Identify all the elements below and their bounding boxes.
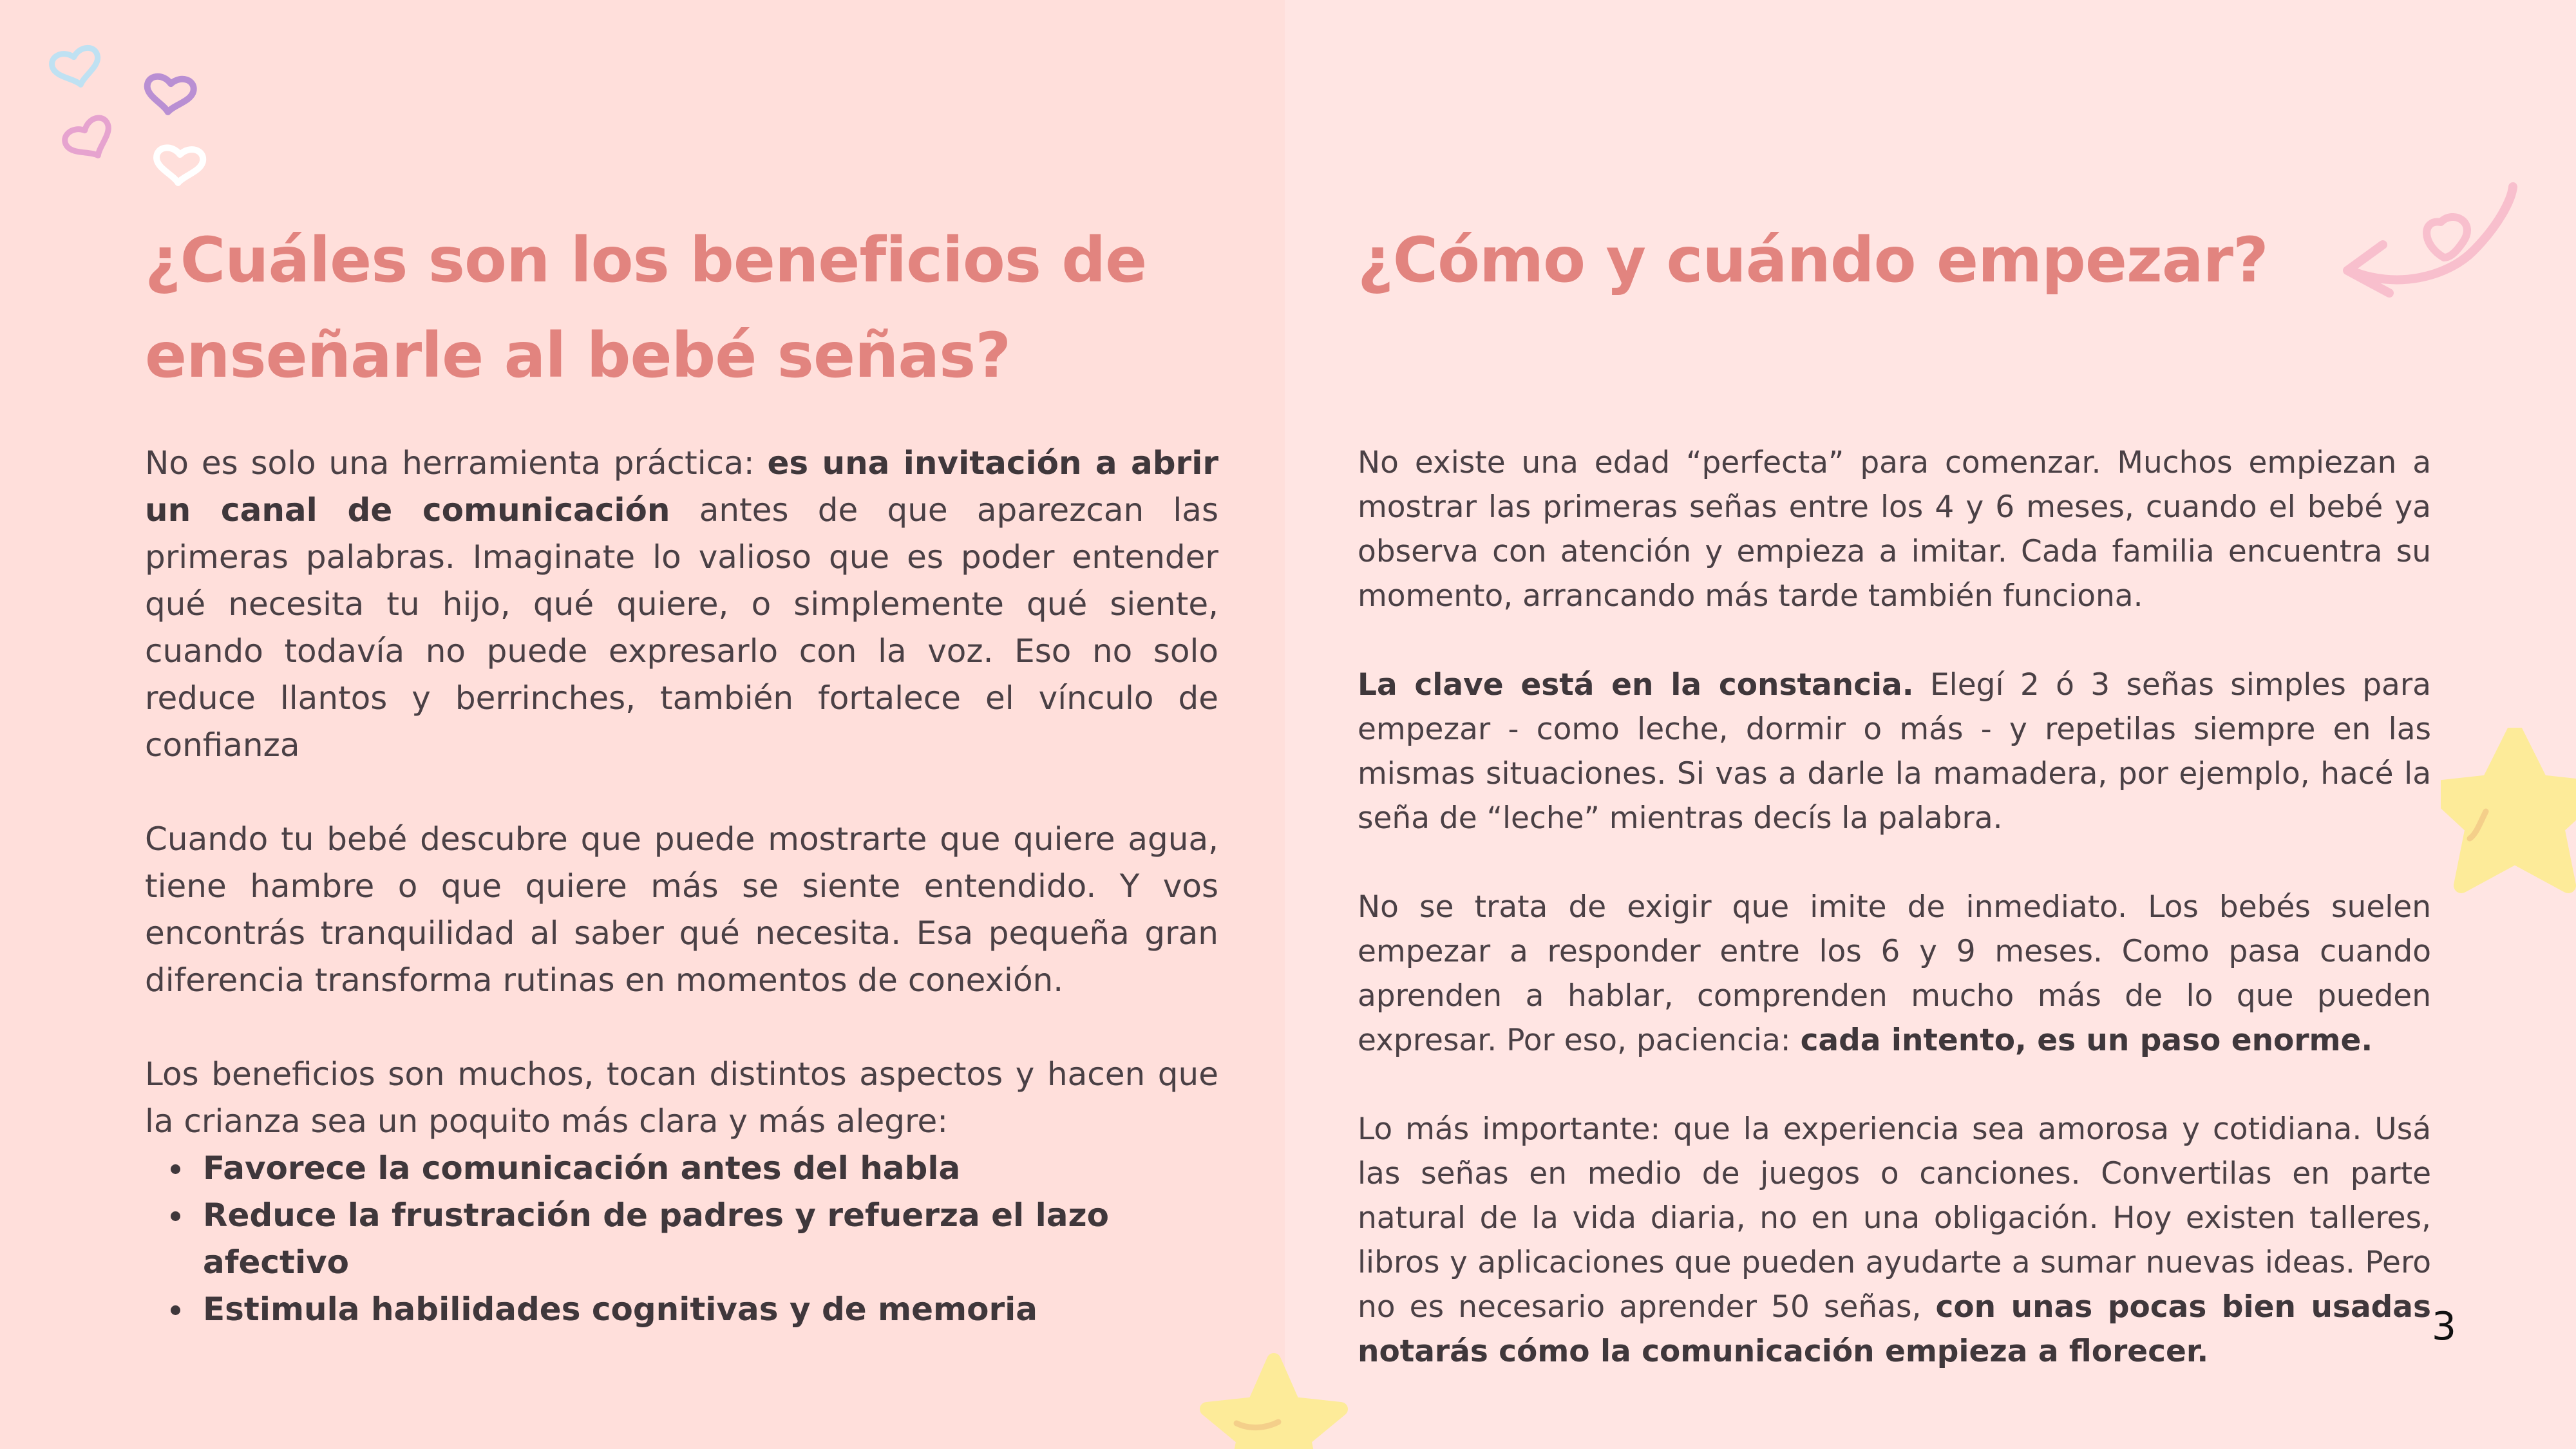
star-icon xyxy=(2441,728,2576,902)
right-p2-text: Elegí 2 ó 3 señas simples para empezar - como leche, dormir o más - y repetilas siempre en las mismas situaciones. Si vas a darle la mamadera, por ejemplo, hacé la seña de “leche” mientras decís la palabra. xyxy=(1358,667,2431,836)
benefits-list xyxy=(145,1145,1218,1333)
heart-swirl-arrow-icon xyxy=(2338,174,2531,316)
page-number: 3 xyxy=(2431,1304,2457,1349)
heart-icon xyxy=(155,147,204,184)
left-p1-bold: es una invitación a abrir un canal de comunicación xyxy=(145,444,1218,529)
right-heading: ¿Cómo y cuándo empezar? xyxy=(1358,224,2268,296)
right-p3-bold: cada intento, es un paso enorme. xyxy=(1800,1023,2373,1058)
left-paragraph-3: Los beneficios son muchos, tocan distintos aspectos y hacen que la crianza sea un poquito más clara y más alegre: xyxy=(145,1056,1218,1140)
right-paragraph-3 xyxy=(1358,885,2431,1063)
right-p4-text: Lo más importante: que la experiencia sea amorosa y cotidiana. Usá las señas en medio de juegos o canciones. Convertilas en parte natural de la vida diaria, no en una obligación. Hoy existen talleres, libros y aplicaciones que pueden ayudarte a sumar nuevas ideas. Pero no es necesario aprender 50 señas, xyxy=(1358,1112,2431,1325)
heart-icon xyxy=(145,75,194,115)
heart-icon xyxy=(61,114,118,166)
left-paragraph-1 xyxy=(145,440,1218,769)
right-paragraph-2 xyxy=(1358,663,2431,840)
left-heading: ¿Cuáles son los beneficios de enseñarle al bebé señas? xyxy=(145,224,1147,392)
hearts-cluster xyxy=(39,39,232,206)
left-body xyxy=(145,440,1218,1333)
benefit-item: Estimula habilidades cognitivas y de memoria xyxy=(203,1286,1218,1333)
heart-icon xyxy=(50,46,103,90)
left-p1-text-2: antes de que aparezcan las primeras palabras. Imaginate lo valioso que es poder entender qué necesita tu hijo, qué quiere, o simplemente qué siente, cuando todavía no puede expresarlo con la voz. Eso no solo reduce llantos y berrinches, también fortalece el vínculo de confianza xyxy=(145,491,1218,764)
right-p4-bold: con unas pocas bien usadas notarás cómo la comunicación empieza a florecer. xyxy=(1358,1289,2431,1369)
right-paragraph-1: No existe una edad “perfecta” para comenzar. Muchos empiezan a mostrar las primeras señas entre los 4 y 6 meses, cuando el bebé ya observa con atención y empieza a imitar. Cada familia encuentra su momento, arrancando más tarde también funciona. xyxy=(1358,445,2431,614)
left-p1-text-1: No es solo una herramienta práctica: xyxy=(145,444,768,482)
right-p3-text: No se trata de exigir que imite de inmediato. Los bebés suelen empezar a responder entre los 6 y 9 meses. Como pasa cuando aprenden a hablar, comprenden mucho más de lo que pueden expresar. Por eso, paciencia: xyxy=(1358,889,2431,1058)
star-icon xyxy=(1198,1352,1352,1449)
left-paragraph-2: Cuando tu bebé descubre que puede mostrarte que quiere agua, tiene hambre o que quiere más se siente entendido. Y vos encontrás tranquilidad al saber qué necesita. Esa pequeña gran diferencia transforma rutinas en momentos de conexión. xyxy=(145,820,1218,999)
right-p2-bold: La clave está en la constancia. xyxy=(1358,667,1914,703)
right-paragraph-4 xyxy=(1358,1107,2431,1374)
benefit-item: Favorece la comunicación antes del habla xyxy=(203,1145,1218,1192)
benefit-item: Reduce la frustración de padres y refuerza el lazo afectivo xyxy=(203,1192,1218,1286)
right-body xyxy=(1358,440,2431,1374)
